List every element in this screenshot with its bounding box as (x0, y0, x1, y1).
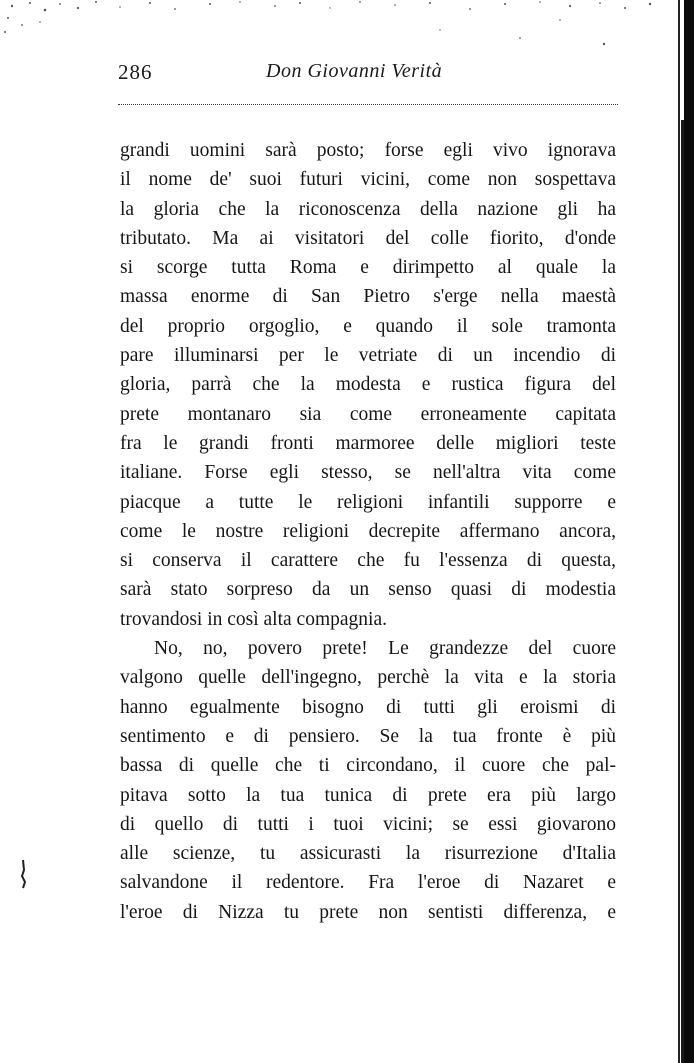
text-line: bassa di quelle che ti circondano, il cuore che pal- (120, 755, 616, 777)
text-line: salvandone il redentore. Fra l'eroe di Nazaret e (120, 872, 616, 894)
body-text (120, 136, 616, 956)
text-line: come le nostre religioni decrepite affermano ancora, (120, 520, 616, 542)
text-line: massa enorme di San Pietro s'erge nella maestà (120, 286, 616, 308)
text-line: pare illuminarsi per le vetriate di un incendio di (120, 345, 616, 367)
page-number: 286 (118, 60, 153, 84)
text-line: hanno egualmente bisogno di tutti gli eroismi di (120, 696, 616, 718)
text-line: italiane. Forse egli stesso, se nell'altra vita come (120, 462, 616, 484)
text-line: sentimento e di pensiero. Se la tua fronte è più (120, 725, 616, 747)
text-line: l'eroe di Nizza tu prete non sentisti differenza, e (120, 901, 616, 923)
text-line: di quello di tutti i tuoi vicini; se essi giovarono (120, 813, 616, 835)
text-line: piacque a tutte le religioni infantili supporre e (120, 491, 616, 513)
text-line: si conserva il carattere che fu l'essenza di questa, (120, 550, 616, 572)
page-edge-shadow (664, 0, 694, 1063)
header-rule (118, 104, 618, 105)
text-line: tributato. Ma ai visitatori del colle fiorito, d'onde (120, 227, 616, 249)
text-line: si scorge tutta Roma e dirimpetto al quale la (120, 257, 616, 279)
text-line: trovandosi in così alta compagnia. (120, 608, 387, 630)
running-head (118, 60, 618, 94)
text-line: sarà stato sorpreso da un senso quasi di modestia (120, 579, 616, 601)
text-line: gloria, parrà che la modesta e rustica figura del (120, 374, 616, 396)
text-line: del proprio orgoglio, e quando il sole tramonta (120, 315, 616, 337)
scan-noise-top (0, 0, 694, 50)
text-line: valgono quelle dell'ingegno, perchè la vita e la storia (120, 667, 616, 689)
running-title: Don Giovanni Verità (266, 60, 443, 82)
text-line: pitava sotto la tua tunica di prete era più largo (120, 784, 616, 806)
text-line: alle scienze, tu assicurasti la risurrezione d'Italia (120, 843, 616, 865)
text-line: la gloria che la riconoscenza della nazione gli ha (120, 198, 616, 220)
text-line: No, no, povero prete! Le grandezze del cuore (154, 638, 616, 660)
text-line: prete montanaro sia come erroneamente capitata (120, 403, 616, 425)
text-line: fra le grandi fronti marmoree delle migliori teste (120, 432, 616, 454)
text-line: grandi uomini sarà posto; forse egli vivo ignorava (120, 140, 616, 161)
margin-mark (18, 858, 28, 890)
text-line: il nome de' suoi futuri vicini, come non sospettava (120, 169, 616, 191)
